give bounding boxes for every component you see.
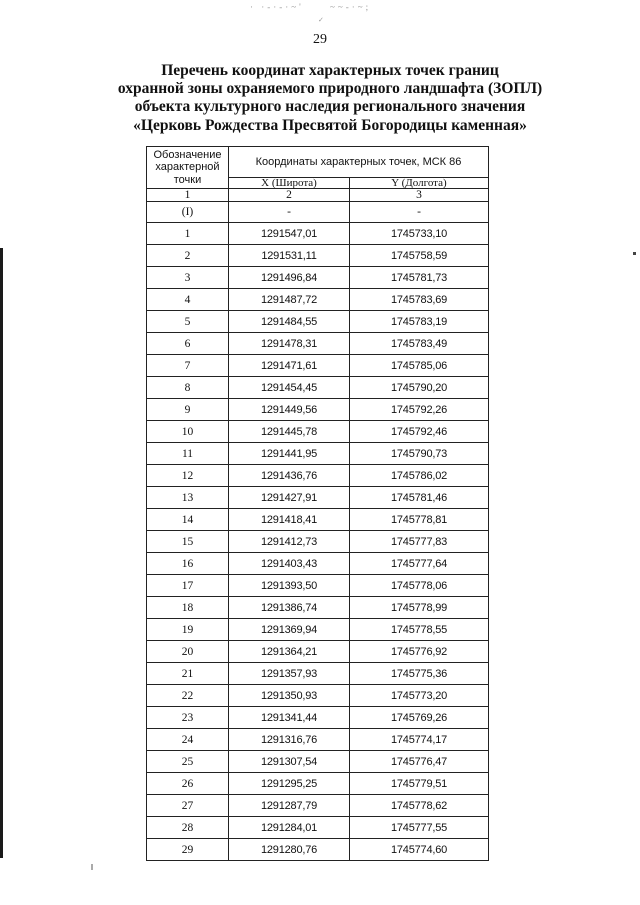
y-coordinate-cell: 1745778,06 (350, 575, 489, 597)
y-coordinate-cell: 1745769,26 (350, 707, 489, 729)
y-coordinate-cell: 1745779,51 (350, 773, 489, 795)
y-coordinate-cell: 1745777,83 (350, 531, 489, 553)
y-coordinate-cell: 1745783,49 (350, 333, 489, 355)
table-row (147, 597, 489, 619)
table-row (147, 729, 489, 751)
y-coordinate-cell: 1745778,81 (350, 509, 489, 531)
scan-speck (633, 252, 636, 255)
point-number-cell: 20 (147, 641, 229, 663)
column-number-cell: 3 (350, 189, 489, 202)
point-number-cell: 27 (147, 795, 229, 817)
column-number-row (147, 189, 489, 202)
y-coordinate-cell: 1745792,26 (350, 399, 489, 421)
x-coordinate-cell: 1291478,31 (229, 333, 350, 355)
y-coordinate-cell: 1745775,36 (350, 663, 489, 685)
table-row (147, 443, 489, 465)
title-line: «Церковь Рождества Пресвятой Богородицы каменная» (133, 116, 527, 134)
table-row (147, 289, 489, 311)
point-number-cell: 12 (147, 465, 229, 487)
table-row (147, 399, 489, 421)
table-row (147, 795, 489, 817)
table-row (147, 311, 489, 333)
scan-artifact-top: · ·-·-·~' ~~-·~; (250, 2, 372, 12)
x-coordinate-cell: 1291441,95 (229, 443, 350, 465)
x-coordinate-cell: 1291454,45 (229, 377, 350, 399)
y-coordinate-cell: 1745777,55 (350, 817, 489, 839)
x-coordinate-cell: 1291350,93 (229, 685, 350, 707)
scan-speck (91, 864, 93, 870)
point-number-cell: 25 (147, 751, 229, 773)
table-row (147, 619, 489, 641)
table-row (147, 355, 489, 377)
point-column-header: Обозначение характерной точки (147, 147, 229, 189)
x-coordinate-cell: 1291427,91 (229, 487, 350, 509)
table-row (147, 509, 489, 531)
y-coordinate-cell: 1745783,69 (350, 289, 489, 311)
column-number-cell: 1 (147, 189, 229, 202)
point-number-cell: 24 (147, 729, 229, 751)
x-coordinate-cell: 1291287,79 (229, 795, 350, 817)
x-coordinate-cell: 1291295,25 (229, 773, 350, 795)
table-row (147, 575, 489, 597)
table-row (147, 751, 489, 773)
point-number-cell: 23 (147, 707, 229, 729)
table-row (147, 663, 489, 685)
title-line: охранной зоны охраняемого природного ландшафта (ЗОПЛ) (117, 80, 543, 98)
table-row (147, 333, 489, 355)
point-number-cell: 13 (147, 487, 229, 509)
y-coordinate-cell: 1745774,60 (350, 839, 489, 861)
x-coordinate-cell: 1291547,01 (229, 223, 350, 245)
x-coordinate-cell: 1291357,93 (229, 663, 350, 685)
point-number-cell: 4 (147, 289, 229, 311)
table-row (147, 773, 489, 795)
point-number-cell: 15 (147, 531, 229, 553)
x-coordinate-cell: 1291418,41 (229, 509, 350, 531)
point-number-cell: 8 (147, 377, 229, 399)
y-coordinate-cell: 1745785,06 (350, 355, 489, 377)
point-number-cell: 3 (147, 267, 229, 289)
table-row (147, 223, 489, 245)
table-row (147, 817, 489, 839)
y-coordinate-cell: 1745783,19 (350, 311, 489, 333)
point-number-cell: 16 (147, 553, 229, 575)
y-coordinate-cell: 1745790,73 (350, 443, 489, 465)
x-coordinate-cell: 1291369,94 (229, 619, 350, 641)
x-coordinate-cell: 1291531,11 (229, 245, 350, 267)
scan-artifact-mark: ✓ (318, 16, 324, 24)
x-coordinate-cell: 1291436,76 (229, 465, 350, 487)
point-number-cell: 6 (147, 333, 229, 355)
y-coordinate-cell: 1745790,20 (350, 377, 489, 399)
coordinates-column-header: Координаты характерных точек, МСК 86 (229, 147, 489, 178)
table-row (147, 267, 489, 289)
y-coordinate-cell: 1745778,55 (350, 619, 489, 641)
point-number-cell: 7 (147, 355, 229, 377)
table-row (147, 707, 489, 729)
point-number-cell: 21 (147, 663, 229, 685)
contour-x-cell: - (229, 202, 350, 223)
x-coordinate-cell: 1291393,50 (229, 575, 350, 597)
x-coordinate-cell: 1291471,61 (229, 355, 350, 377)
table-row (147, 377, 489, 399)
page-number: 29 (313, 32, 327, 47)
point-number-cell: 1 (147, 223, 229, 245)
y-coordinate-cell: 1745776,47 (350, 751, 489, 773)
y-coordinate-cell: 1745776,92 (350, 641, 489, 663)
x-coordinate-cell: 1291280,76 (229, 839, 350, 861)
y-column-header: Y (Долгота) (350, 178, 489, 189)
x-coordinate-cell: 1291484,55 (229, 311, 350, 333)
point-number-cell: 5 (147, 311, 229, 333)
point-number-cell: 19 (147, 619, 229, 641)
x-column-header: X (Широта) (229, 178, 350, 189)
point-number-cell: 9 (147, 399, 229, 421)
table-row (147, 465, 489, 487)
x-coordinate-cell: 1291449,56 (229, 399, 350, 421)
table-row (147, 421, 489, 443)
table-row (147, 839, 489, 861)
contour-y-cell: - (350, 202, 489, 223)
scan-edge-bar (0, 248, 3, 858)
column-number-cell: 2 (229, 189, 350, 202)
point-number-cell: 18 (147, 597, 229, 619)
y-coordinate-cell: 1745773,20 (350, 685, 489, 707)
document-title (80, 62, 580, 135)
x-coordinate-cell: 1291412,73 (229, 531, 350, 553)
table-row (147, 245, 489, 267)
x-coordinate-cell: 1291487,72 (229, 289, 350, 311)
y-coordinate-cell: 1745778,99 (350, 597, 489, 619)
y-coordinate-cell: 1745777,64 (350, 553, 489, 575)
table-row (147, 685, 489, 707)
title-line: объекта культурного наследия регионального значения (134, 98, 526, 116)
point-number-cell: 2 (147, 245, 229, 267)
point-number-cell: 22 (147, 685, 229, 707)
x-coordinate-cell: 1291316,76 (229, 729, 350, 751)
point-number-cell: 14 (147, 509, 229, 531)
table-row (147, 641, 489, 663)
table-row (147, 553, 489, 575)
table-row (147, 531, 489, 553)
point-number-cell: 10 (147, 421, 229, 443)
x-coordinate-cell: 1291496,84 (229, 267, 350, 289)
y-coordinate-cell: 1745792,46 (350, 421, 489, 443)
x-coordinate-cell: 1291386,74 (229, 597, 350, 619)
y-coordinate-cell: 1745786,02 (350, 465, 489, 487)
y-coordinate-cell: 1745778,62 (350, 795, 489, 817)
x-coordinate-cell: 1291364,21 (229, 641, 350, 663)
coordinates-table (146, 146, 489, 861)
contour-row (147, 202, 489, 223)
x-coordinate-cell: 1291307,54 (229, 751, 350, 773)
y-coordinate-cell: 1745758,59 (350, 245, 489, 267)
x-coordinate-cell: 1291341,44 (229, 707, 350, 729)
y-coordinate-cell: 1745774,17 (350, 729, 489, 751)
x-coordinate-cell: 1291284,01 (229, 817, 350, 839)
point-number-cell: 28 (147, 817, 229, 839)
y-coordinate-cell: 1745781,46 (350, 487, 489, 509)
title-line: Перечень координат характерных точек границ (161, 62, 499, 79)
point-number-cell: 17 (147, 575, 229, 597)
point-number-cell: 11 (147, 443, 229, 465)
y-coordinate-cell: 1745733,10 (350, 223, 489, 245)
point-number-cell: 26 (147, 773, 229, 795)
table-row (147, 487, 489, 509)
point-number-cell: 29 (147, 839, 229, 861)
contour-label-cell: (I) (147, 202, 229, 223)
x-coordinate-cell: 1291403,43 (229, 553, 350, 575)
x-coordinate-cell: 1291445,78 (229, 421, 350, 443)
y-coordinate-cell: 1745781,73 (350, 267, 489, 289)
